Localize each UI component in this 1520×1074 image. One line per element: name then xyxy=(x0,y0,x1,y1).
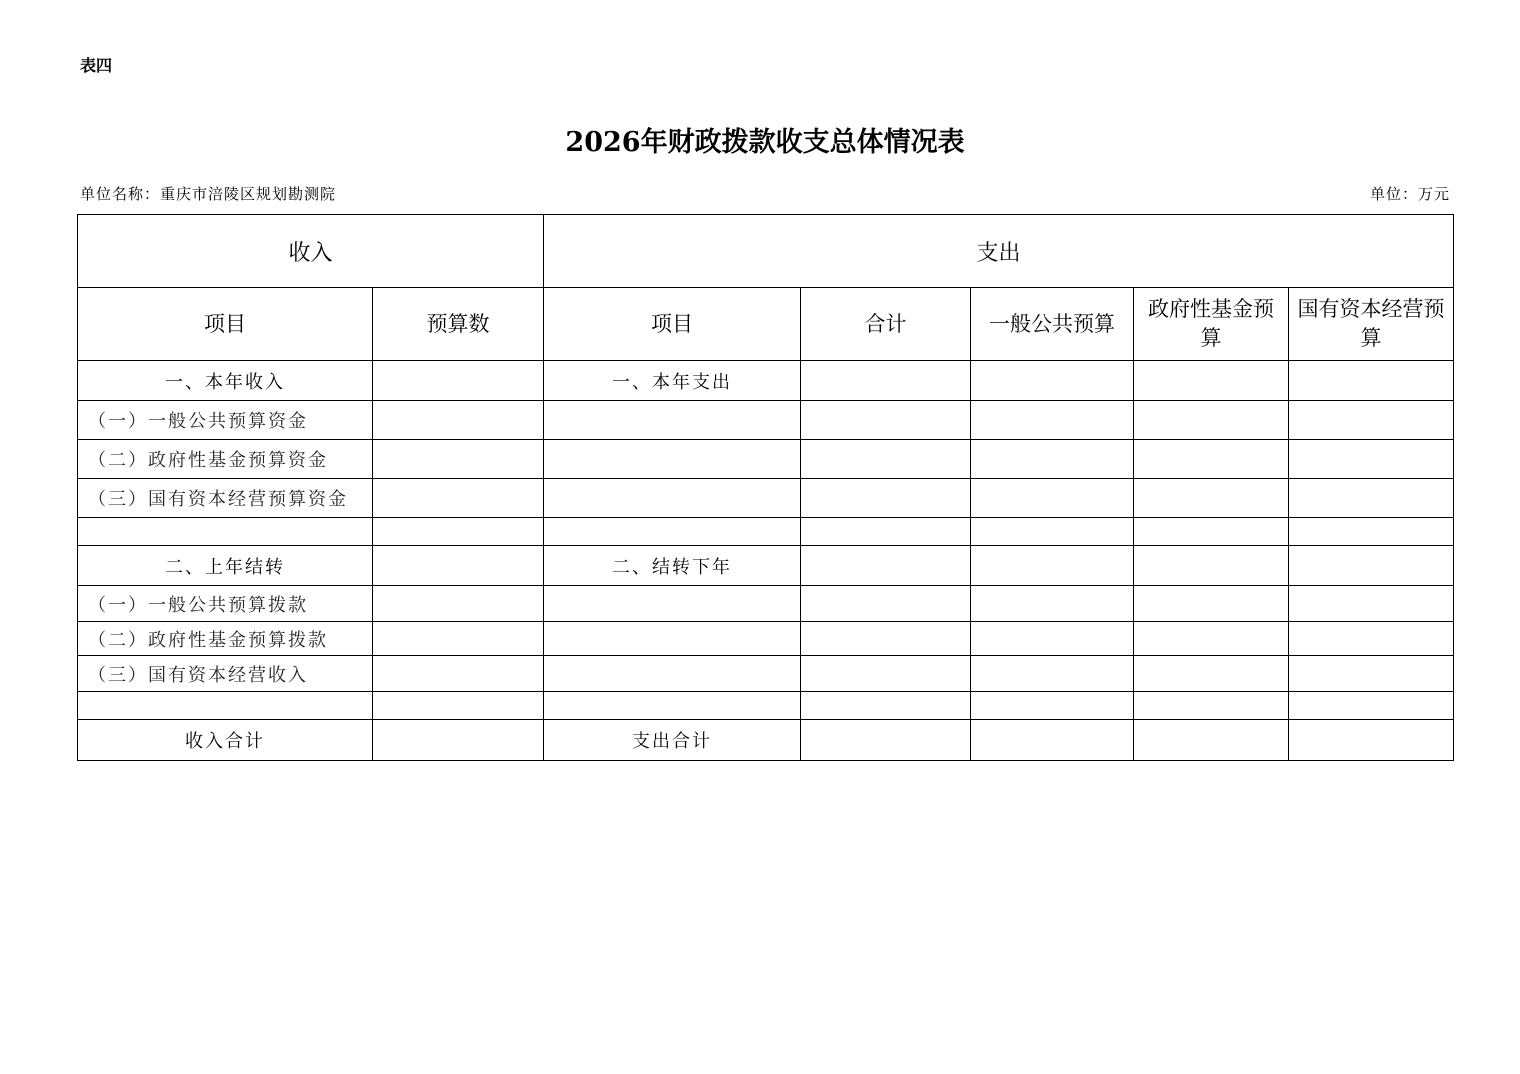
exp-item-cell xyxy=(544,656,801,692)
exp-state-cell xyxy=(1289,546,1454,586)
exp-fund-cell xyxy=(1134,479,1289,518)
exp-state-cell xyxy=(1289,518,1454,546)
exp-fund-cell xyxy=(1134,656,1289,692)
exp-general-cell xyxy=(971,518,1134,546)
exp-item-cell xyxy=(544,401,801,440)
table-row xyxy=(78,586,1454,622)
table-row xyxy=(78,622,1454,656)
budget-table xyxy=(77,214,1454,761)
exp-general-cell xyxy=(971,401,1134,440)
exp-total-cell xyxy=(801,440,971,479)
income-budget-cell xyxy=(373,586,544,622)
exp-general-cell xyxy=(971,656,1134,692)
income-header: 收入 xyxy=(78,215,544,288)
income-item-cell: （一）一般公共预算拨款 xyxy=(78,586,373,622)
exp-item-cell xyxy=(544,586,801,622)
table-label: 表四 xyxy=(80,56,113,75)
exp-total-cell xyxy=(801,361,971,401)
exp-item-cell xyxy=(544,479,801,518)
exp-total-cell xyxy=(801,546,971,586)
exp-item-cell xyxy=(544,518,801,546)
exp-general-cell xyxy=(971,622,1134,656)
exp-item-cell xyxy=(544,692,801,720)
col-exp-state: 国有资本经营预算 xyxy=(1289,288,1454,361)
group-header-row xyxy=(78,215,1454,288)
income-budget-cell xyxy=(373,440,544,479)
table-row xyxy=(78,479,1454,518)
exp-item-cell xyxy=(544,440,801,479)
income-item-cell: 一、本年收入 xyxy=(78,361,373,401)
exp-general-cell xyxy=(971,692,1134,720)
income-item-cell xyxy=(78,518,373,546)
exp-state-cell xyxy=(1289,401,1454,440)
exp-total-cell xyxy=(801,622,971,656)
exp-general-cell xyxy=(971,440,1134,479)
exp-total-cell xyxy=(801,656,971,692)
table-row xyxy=(78,440,1454,479)
exp-item-cell: 一、本年支出 xyxy=(544,361,801,401)
exp-state-cell xyxy=(1289,720,1454,761)
exp-state-cell xyxy=(1289,479,1454,518)
income-total-label: 收入合计 xyxy=(78,720,373,761)
income-budget-cell xyxy=(373,479,544,518)
income-budget-cell xyxy=(373,720,544,761)
unit-name: 单位名称：重庆市涪陵区规划勘测院 xyxy=(80,185,337,203)
income-budget-cell xyxy=(373,692,544,720)
exp-total-cell xyxy=(801,401,971,440)
table-row xyxy=(78,656,1454,692)
exp-state-cell xyxy=(1289,361,1454,401)
table-row xyxy=(78,518,1454,546)
income-budget-cell xyxy=(373,518,544,546)
col-exp-item: 项目 xyxy=(544,288,801,361)
exp-fund-cell xyxy=(1134,692,1289,720)
expenditure-header: 支出 xyxy=(544,215,1454,288)
exp-fund-cell xyxy=(1134,361,1289,401)
exp-general-cell xyxy=(971,546,1134,586)
exp-state-cell xyxy=(1289,656,1454,692)
table-row xyxy=(78,692,1454,720)
income-item-cell: （二）政府性基金预算资金 xyxy=(78,440,373,479)
exp-general-cell xyxy=(971,479,1134,518)
table-row xyxy=(78,361,1454,401)
exp-total-cell xyxy=(801,720,971,761)
exp-fund-cell xyxy=(1134,518,1289,546)
col-exp-general: 一般公共预算 xyxy=(971,288,1134,361)
exp-total-label: 支出合计 xyxy=(544,720,801,761)
column-header-row xyxy=(78,288,1454,361)
exp-fund-cell xyxy=(1134,720,1289,761)
table-row xyxy=(78,401,1454,440)
exp-state-cell xyxy=(1289,586,1454,622)
income-budget-cell xyxy=(373,656,544,692)
exp-general-cell xyxy=(971,586,1134,622)
income-item-cell: （二）政府性基金预算拨款 xyxy=(78,622,373,656)
col-exp-fund: 政府性基金预算 xyxy=(1134,288,1289,361)
exp-total-cell xyxy=(801,518,971,546)
table-row xyxy=(78,546,1454,586)
exp-item-cell xyxy=(544,622,801,656)
page-title: 2026年财政拨款收支总体情况表 xyxy=(565,127,965,158)
exp-total-cell xyxy=(801,479,971,518)
col-income-item: 项目 xyxy=(78,288,373,361)
exp-fund-cell xyxy=(1134,586,1289,622)
income-item-cell: （三）国有资本经营收入 xyxy=(78,656,373,692)
currency-unit: 单位：万元 xyxy=(1369,185,1450,203)
income-item-cell: （一）一般公共预算资金 xyxy=(78,401,373,440)
col-exp-total: 合计 xyxy=(801,288,971,361)
exp-fund-cell xyxy=(1134,546,1289,586)
totals-row xyxy=(78,720,1454,761)
exp-general-cell xyxy=(971,720,1134,761)
income-item-cell xyxy=(78,692,373,720)
income-budget-cell xyxy=(373,361,544,401)
exp-fund-cell xyxy=(1134,440,1289,479)
income-budget-cell xyxy=(373,546,544,586)
exp-state-cell xyxy=(1289,440,1454,479)
exp-state-cell xyxy=(1289,692,1454,720)
exp-state-cell xyxy=(1289,622,1454,656)
income-item-cell: 二、上年结转 xyxy=(78,546,373,586)
income-budget-cell xyxy=(373,622,544,656)
exp-fund-cell xyxy=(1134,622,1289,656)
income-item-cell: （三）国有资本经营预算资金 xyxy=(78,479,373,518)
income-budget-cell xyxy=(373,401,544,440)
exp-total-cell xyxy=(801,692,971,720)
exp-item-cell: 二、结转下年 xyxy=(544,546,801,586)
exp-fund-cell xyxy=(1134,401,1289,440)
exp-total-cell xyxy=(801,586,971,622)
col-income-budget: 预算数 xyxy=(373,288,544,361)
exp-general-cell xyxy=(971,361,1134,401)
